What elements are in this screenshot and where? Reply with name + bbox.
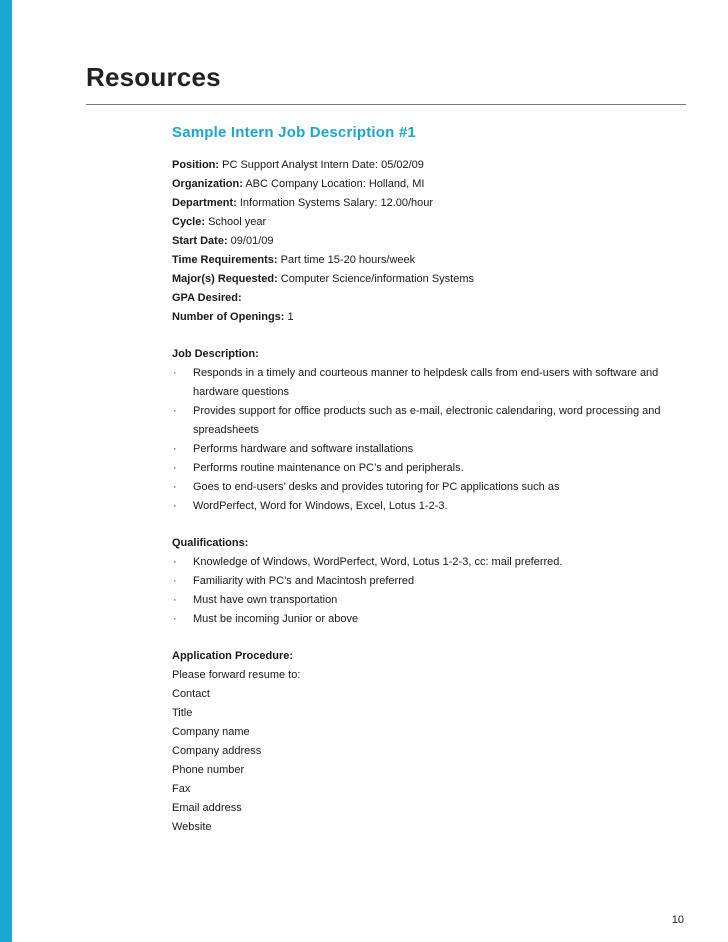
list-item-text: Performs routine maintenance on PC’s and peripherals. — [193, 462, 464, 474]
bullet-icon: · — [173, 575, 177, 587]
application-line: Please forward resume to: — [172, 669, 301, 681]
list-item — [172, 459, 692, 478]
field-value: School year — [205, 216, 267, 228]
bullet-icon: · — [173, 481, 177, 493]
field-value: ABC Company Location: Holland, MI — [242, 178, 425, 190]
job-description-section — [172, 345, 692, 516]
job-description-document — [172, 122, 692, 837]
field-label: Department: — [172, 197, 237, 209]
job-description-list — [172, 364, 692, 516]
field-label: Number of Openings: — [172, 311, 285, 323]
field-value: 1 — [284, 311, 294, 323]
field-gpa-desired — [172, 289, 692, 308]
application-line: Email address — [172, 802, 242, 814]
title-divider — [86, 104, 686, 105]
field-number-of-openings — [172, 308, 692, 327]
list-item — [172, 591, 692, 610]
field-cycle — [172, 213, 692, 232]
section-title: Resources — [86, 62, 221, 92]
list-item — [172, 478, 692, 497]
field-majors-requested — [172, 270, 692, 289]
field-label: GPA Desired: — [172, 292, 242, 304]
application-line: Title — [172, 707, 193, 719]
bullet-icon: · — [173, 613, 177, 625]
field-time-requirements — [172, 251, 692, 270]
list-item — [172, 364, 692, 402]
bullet-icon: · — [173, 462, 177, 474]
field-value: PC Support Analyst Intern Date: 05/02/09 — [219, 159, 424, 171]
job-fields — [172, 156, 692, 327]
page-number: 10 — [671, 914, 684, 926]
spacer — [172, 327, 692, 345]
qualifications-heading: Qualifications: — [172, 537, 249, 549]
application-line: Website — [172, 821, 212, 833]
list-item — [172, 497, 692, 516]
field-label: Start Date: — [172, 235, 228, 247]
list-item-text: Responds in a timely and courteous manner to helpdesk calls from end-users with software and hardware questions — [193, 367, 659, 398]
job-title: Sample Intern Job Description #1 — [172, 124, 416, 141]
field-organization — [172, 175, 692, 194]
application-line: Fax — [172, 783, 191, 795]
field-label: Organization: — [172, 178, 243, 190]
field-value: 09/01/09 — [227, 235, 274, 247]
list-item-text: Provides support for office products such as e-mail, electronic calendaring, word processing and spreadsheets — [193, 405, 661, 436]
application-line: Phone number — [172, 764, 245, 776]
application-line: Contact — [172, 688, 210, 700]
list-item-text: Must be incoming Junior or above — [193, 613, 359, 625]
application-line: Company name — [172, 726, 250, 738]
application-line: Company address — [172, 745, 262, 757]
field-label: Position: — [172, 159, 220, 171]
list-item-text: Must have own transportation — [193, 594, 338, 606]
job-description-heading: Job Description: — [172, 348, 259, 360]
bullet-icon: · — [173, 443, 177, 455]
bullet-icon: · — [173, 500, 177, 512]
field-label: Time Requirements: — [172, 254, 278, 266]
field-value: Part time 15-20 hours/week — [277, 254, 416, 266]
list-item-text: Goes to end-users’ desks and provides tutoring for PC applications such as — [193, 481, 560, 493]
list-item — [172, 440, 692, 459]
list-item-text: Familiarity with PC’s and Macintosh preferred — [193, 575, 415, 587]
bullet-icon: · — [173, 367, 177, 379]
list-item-text: Performs hardware and software installations — [193, 443, 414, 455]
spacer — [172, 629, 692, 647]
field-department — [172, 194, 692, 213]
field-position — [172, 156, 692, 175]
field-value: Computer Science/information Systems — [277, 273, 474, 285]
list-item — [172, 610, 692, 629]
qualifications-list — [172, 553, 692, 629]
list-item-text: Knowledge of Windows, WordPerfect, Word, Lotus 1-2-3, cc: mail preferred. — [193, 556, 563, 568]
spacer — [172, 516, 692, 534]
bullet-icon: · — [173, 556, 177, 568]
accent-side-bar — [0, 0, 12, 942]
qualifications-section — [172, 534, 692, 629]
field-value: Information Systems Salary: 12.00/hour — [236, 197, 434, 209]
list-item — [172, 572, 692, 591]
bullet-icon: · — [173, 405, 177, 417]
application-procedure-section — [172, 647, 692, 837]
field-label: Cycle: — [172, 216, 206, 228]
application-procedure-heading: Application Procedure: — [172, 650, 294, 662]
list-item — [172, 553, 692, 572]
bullet-icon: · — [173, 594, 177, 606]
list-item — [172, 402, 692, 440]
field-start-date — [172, 232, 692, 251]
field-label: Major(s) Requested: — [172, 273, 278, 285]
list-item-text: WordPerfect, Word for Windows, Excel, Lotus 1-2-3. — [193, 500, 448, 512]
